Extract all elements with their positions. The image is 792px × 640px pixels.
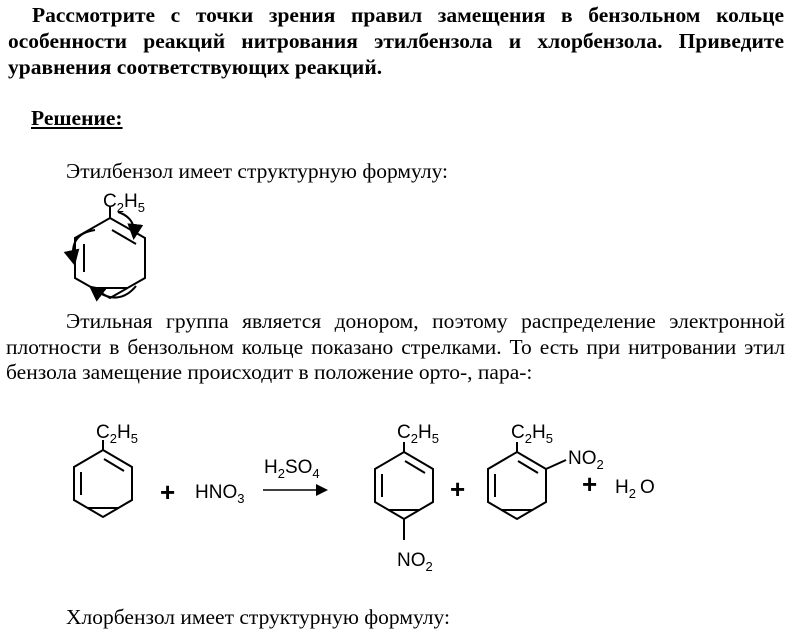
ethylbenzene-intro: Этилбензол имеет структурную формулу:: [66, 159, 449, 183]
reactant-ethylbenzene: [74, 440, 132, 517]
reactant-ethyl-label: $C_2H_5$: [96, 422, 138, 446]
plus-sign-3: +: [582, 469, 598, 499]
solution-heading: Решение:: [31, 106, 123, 130]
product-ortho: [488, 442, 566, 519]
ortho-ethyl-label: $C_2H_5$: [511, 422, 553, 446]
chlorobenzene-intro: Хлорбензол имеет структурную формулу:: [66, 605, 450, 629]
plus-sign-1: +: [160, 477, 176, 507]
plus-sign-2: +: [450, 474, 466, 504]
catalyst-label: $H_2SO_4$: [264, 457, 320, 481]
product-para: [375, 442, 433, 540]
donor-explanation: Этильная группа является донором, поэтому распределение электронной плотности в бензольном кольце показано стрелками. То есть при нитровании этил бензола замещение происходит в положение орто-, пара-:: [6, 309, 785, 384]
task-statement: Рассмотрите с точки зрения правил замещения в бензольном кольце особенности реакций нитрования этилбензола и хлорбензола. Приведите уравнения соответствующих реакций.: [8, 3, 784, 79]
para-nitro-label: $NO_2$: [397, 550, 433, 574]
water-label: $H_2$ O: [615, 477, 655, 501]
para-ethyl-label: $C_2H_5$: [397, 422, 439, 446]
nitric-acid-label: $HNO_3$: [195, 482, 245, 506]
ortho-nitro-label: $NO_2$: [568, 448, 604, 472]
ethyl-label: $C_2H_5$: [103, 191, 145, 215]
ethylbenzene-structure: [73, 206, 145, 298]
